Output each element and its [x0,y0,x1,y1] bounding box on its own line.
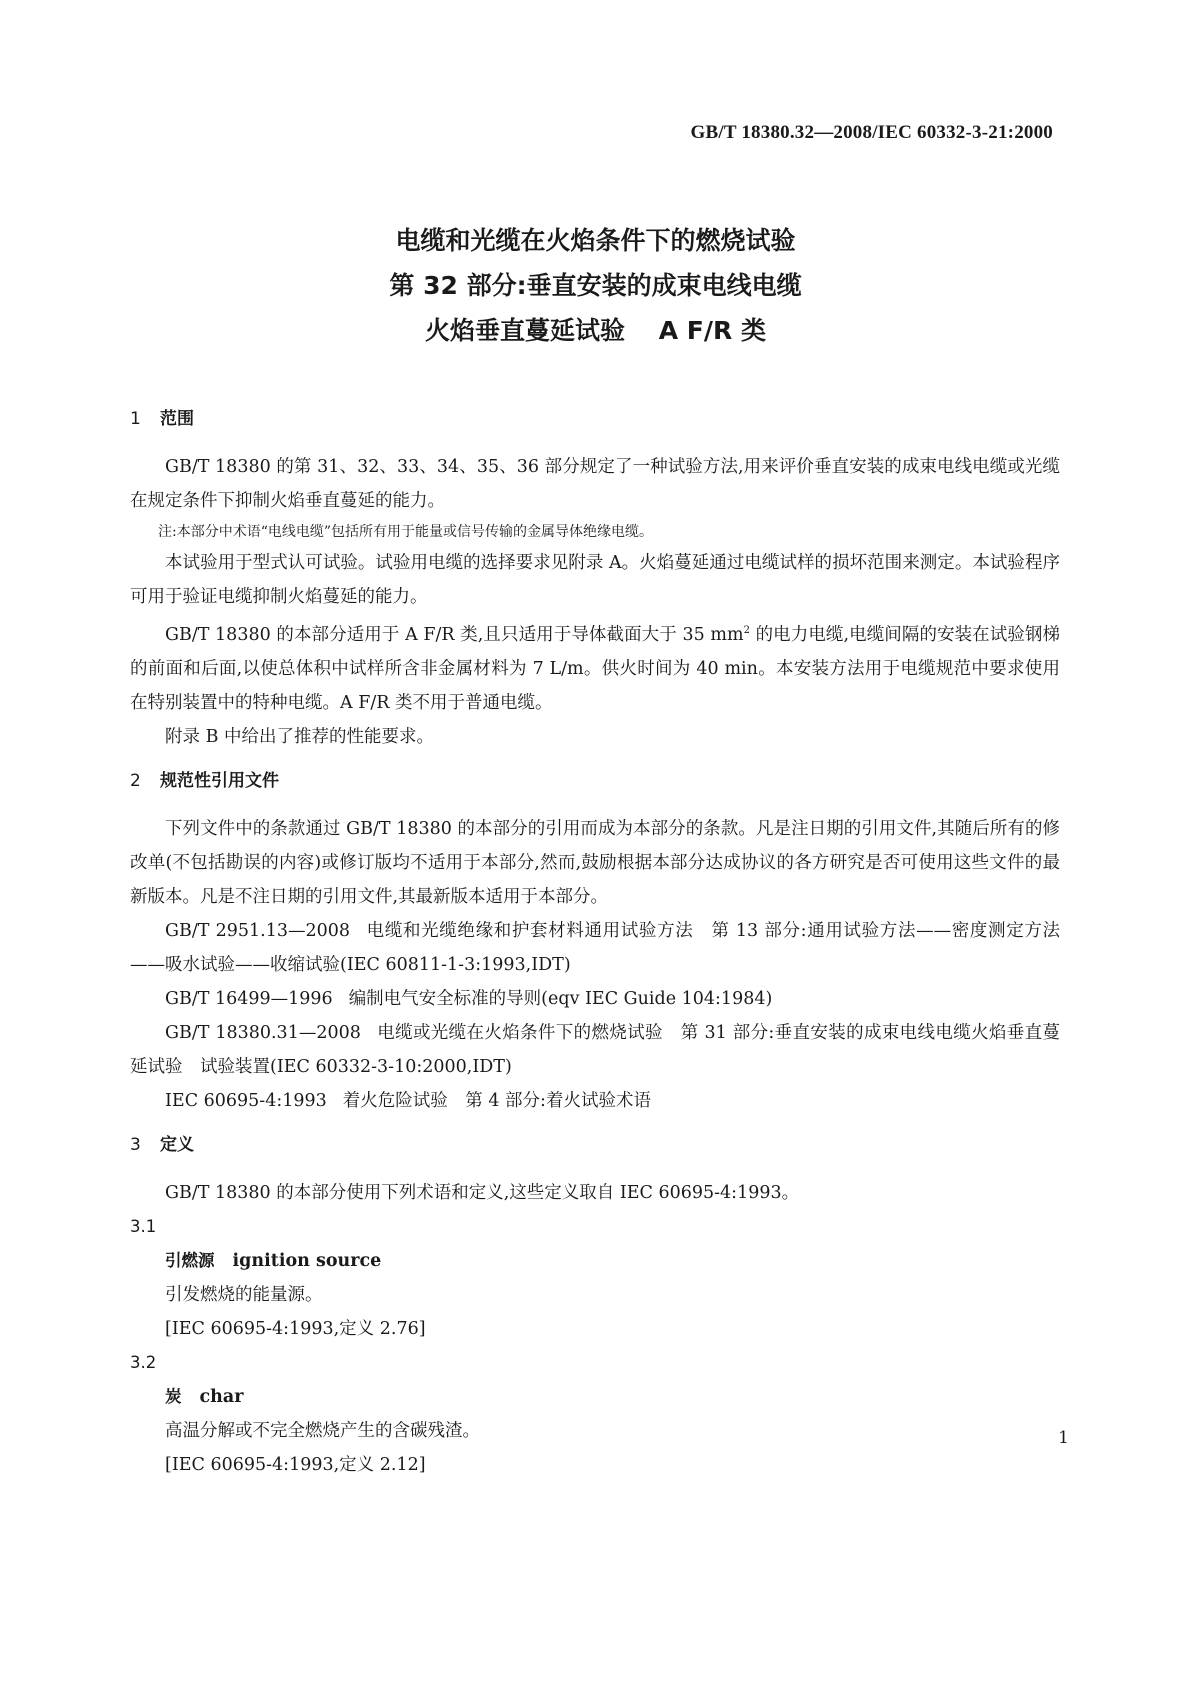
term-name-en: ignition source [232,1250,382,1271]
term-number: 3.2 [130,1352,157,1372]
section-1-title: 范围 [160,409,194,429]
title-line-2: 第 32 部分:垂直安装的成束电线电缆 [389,271,802,300]
section-2-number: 2 [130,770,141,791]
reference-title: 电缆和光缆绝缘和护套材料通用试验方法 第 13 部分:通用试验方法——密度测定方法——吸水试验——收缩试验(IEC 60811-1-3:1993,IDT) [130,920,1060,975]
page-number: 1 [1058,1428,1069,1448]
section-1-heading [130,402,1060,436]
term-definition: 引发燃烧的能量源。 [165,1284,323,1305]
term-name-cn: 引燃源 [165,1250,215,1270]
term-number: 3.1 [130,1216,157,1236]
reference-code: GB/T 2951.13—2008 [165,920,351,941]
document-title [0,218,1191,353]
scope-paragraph-3-superscript: 2 [743,625,750,636]
scope-paragraph-1: GB/T 18380 的第 31、32、33、34、35、36 部分规定了一种试验方法,用来评价垂直安装的成束电线电缆或光缆在规定条件下抑制火焰垂直蔓延的能力。 [130,457,1060,511]
reference-code: GB/T 16499—1996 [165,988,333,1009]
reference-title: 编制电气安全标准的导则(eqv IEC Guide 104:1984) [348,988,773,1009]
reference-code: IEC 60695-4:1993 [165,1090,327,1111]
term-heading [130,1380,1060,1414]
scope-paragraph-3-part-2: 的电力电缆,电缆间隔的安装在试验钢梯的前面和后面,以使总体积中试样所含非金属材料为 7 L/m。供火时间为 40 min。本安装方法用于电缆规范中要求使用在特别装置中的特种电缆。A F/R 类不用于普通电缆。 [130,624,1061,713]
references-intro: 下列文件中的条款通过 GB/T 18380 的本部分的引用而成为本部分的条款。凡是注日期的引用文件,其随后所有的修改单(不包括勘误的内容)或修订版均不适用于本部分,然而,鼓励根据本部分达成协议的各方研究是否可使用这些文件的最新版本。凡是不注日期的引用文件,其最新版本适用于本部分。 [130,818,1060,907]
term-heading [130,1244,1060,1278]
term-name-en: char [199,1386,244,1407]
definitions-intro: GB/T 18380 的本部分使用下列术语和定义,这些定义取自 IEC 60695-4:1993。 [165,1182,800,1203]
scope-paragraph-4: 附录 B 中给出了推荐的性能要求。 [165,726,434,747]
scope-paragraph-2: 本试验用于型式认可试验。试验用电缆的选择要求见附录 A。火焰蔓延通过电缆试样的损坏范围来测定。本试验程序可用于验证电缆抑制火焰蔓延的能力。 [130,553,1060,607]
title-line-1: 电缆和光缆在火焰条件下的燃烧试验 [395,226,796,255]
reference-item [130,982,1060,1016]
title-line-3: 火焰垂直蔓延试验 A F/R 类 [425,316,766,345]
scope-note: 注:本部分中术语“电线电缆”包括所有用于能量或信号传输的金属导体绝缘电缆。 [158,524,654,540]
reference-code: GB/T 18380.31—2008 [165,1022,361,1043]
term-name-cn: 炭 [165,1386,182,1406]
section-2-heading [130,764,1060,798]
term-definition: 高温分解或不完全燃烧产生的含碳残渣。 [165,1420,480,1441]
section-3-heading [130,1128,1060,1162]
standard-number: GB/T 18380.32—2008/IEC 60332-3-21:2000 [690,122,1053,143]
section-3-number: 3 [130,1134,141,1155]
section-3-title: 定义 [160,1134,194,1155]
section-2-title: 规范性引用文件 [160,770,279,791]
reference-item [130,1016,1060,1084]
document-body [130,402,1060,1482]
term-source: [IEC 60695-4:1993,定义 2.12] [165,1454,426,1475]
reference-title: 着火危险试验 第 4 部分:着火试验术语 [342,1090,651,1111]
reference-title: 电缆或光缆在火焰条件下的燃烧试验 第 31 部分:垂直安装的成束电线电缆火焰垂直蔓延试验 试验装置(IEC 60332-3-10:2000,IDT) [130,1022,1060,1077]
scope-paragraph-3 [130,614,1060,720]
section-1-number: 1 [130,409,141,429]
scope-paragraph-3-part-1: GB/T 18380 的本部分适用于 A F/R 类,且只适用于导体截面大于 35 mm [165,624,744,645]
term-source: [IEC 60695-4:1993,定义 2.76] [165,1318,426,1339]
reference-item [130,914,1060,982]
reference-item [130,1084,1060,1118]
